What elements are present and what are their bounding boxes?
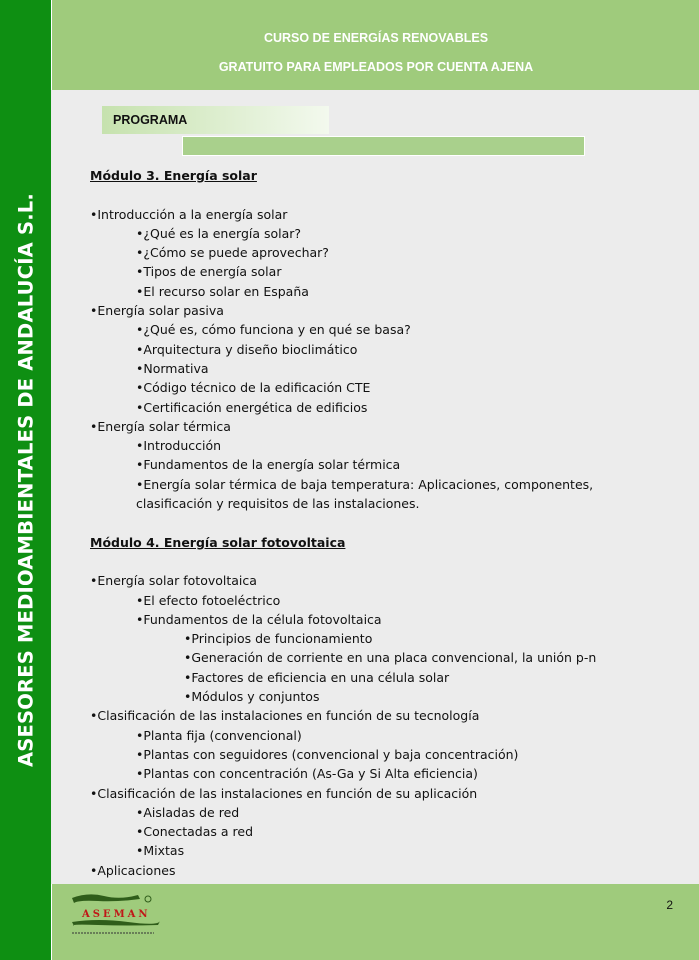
list-item: •Conectadas a red (136, 824, 253, 840)
list-item: •Módulos y conjuntos (184, 689, 320, 705)
section-title: PROGRAMA (102, 106, 329, 134)
list-item: •Generación de corriente en una placa convencional, la unión p-n (184, 650, 597, 666)
list-item: •Energía solar fotovoltaica (90, 573, 257, 589)
program-content (90, 166, 650, 880)
list-item: •Arquitectura y diseño bioclimático (136, 341, 358, 357)
list-item: •Tipos de energía solar (136, 264, 282, 280)
page-number: 2 (666, 898, 673, 912)
list-item: •Factores de eficiencia en una célula solar (184, 669, 450, 685)
aseman-logo (68, 890, 164, 938)
list-item: •Fundamentos de la energía solar térmica (136, 457, 401, 473)
company-name: ASESORES MEDIOAMBIENTALES DE ANDALUCÍA S.L. (14, 192, 38, 768)
list-item: •Aplicaciones (90, 862, 176, 878)
section-divider-bar (182, 136, 585, 156)
module-4-heading: Módulo 4. Energía solar fotovoltaica (90, 534, 346, 550)
list-item: •Fundamentos de la célula fotovoltaica (136, 611, 382, 627)
list-item: •¿Cómo se puede aprovechar? (136, 245, 329, 261)
list-item: •Certificación energética de edificios (136, 399, 368, 415)
list-item: •¿Qué es, cómo funciona y en qué se basa? (136, 322, 411, 338)
list-item: •El recurso solar en España (136, 283, 309, 299)
svg-text:ASEMAN: ASEMAN (82, 909, 151, 920)
list-item: •Principios de funcionamiento (184, 631, 373, 647)
list-item: •Normativa (136, 360, 209, 376)
list-item: •Energía solar térmica de baja temperatura: Aplicaciones, componentes, clasificación y requisitos de las instalaciones. (136, 476, 594, 512)
list-item: •Energía solar térmica (90, 418, 231, 434)
list-item: •Clasificación de las instalaciones en función de su aplicación (90, 785, 478, 801)
list-item: •¿Qué es la energía solar? (136, 225, 302, 241)
module-3-heading: Módulo 3. Energía solar (90, 168, 257, 183)
footer-banner (51, 884, 699, 960)
list-item: •Mixtas (136, 843, 185, 859)
list-item: •Plantas con seguidores (convencional y baja concentración) (136, 746, 519, 762)
list-item: •Introducción (136, 438, 222, 454)
page (51, 0, 699, 960)
list-item: •Código técnico de la edificación CTE (136, 380, 371, 396)
list-item: •Introducción a la energía solar (90, 206, 288, 222)
header-banner (51, 0, 699, 90)
course-title: CURSO DE ENERGÍAS RENOVABLES (263, 31, 489, 45)
sidebar (0, 0, 51, 960)
course-subtitle: GRATUITO PARA EMPLEADOS POR CUENTA AJENA (218, 60, 534, 74)
list-item: •Plantas con concentración (As-Ga y Si Alta eficiencia) (136, 766, 478, 782)
list-item: •El efecto fotoeléctrico (136, 592, 281, 608)
list-item: •Aisladas de red (136, 804, 240, 820)
list-item: •Planta fija (convencional) (136, 727, 302, 743)
list-item: •Energía solar pasiva (90, 303, 224, 319)
list-item: •Clasificación de las instalaciones en función de su tecnología (90, 708, 480, 724)
